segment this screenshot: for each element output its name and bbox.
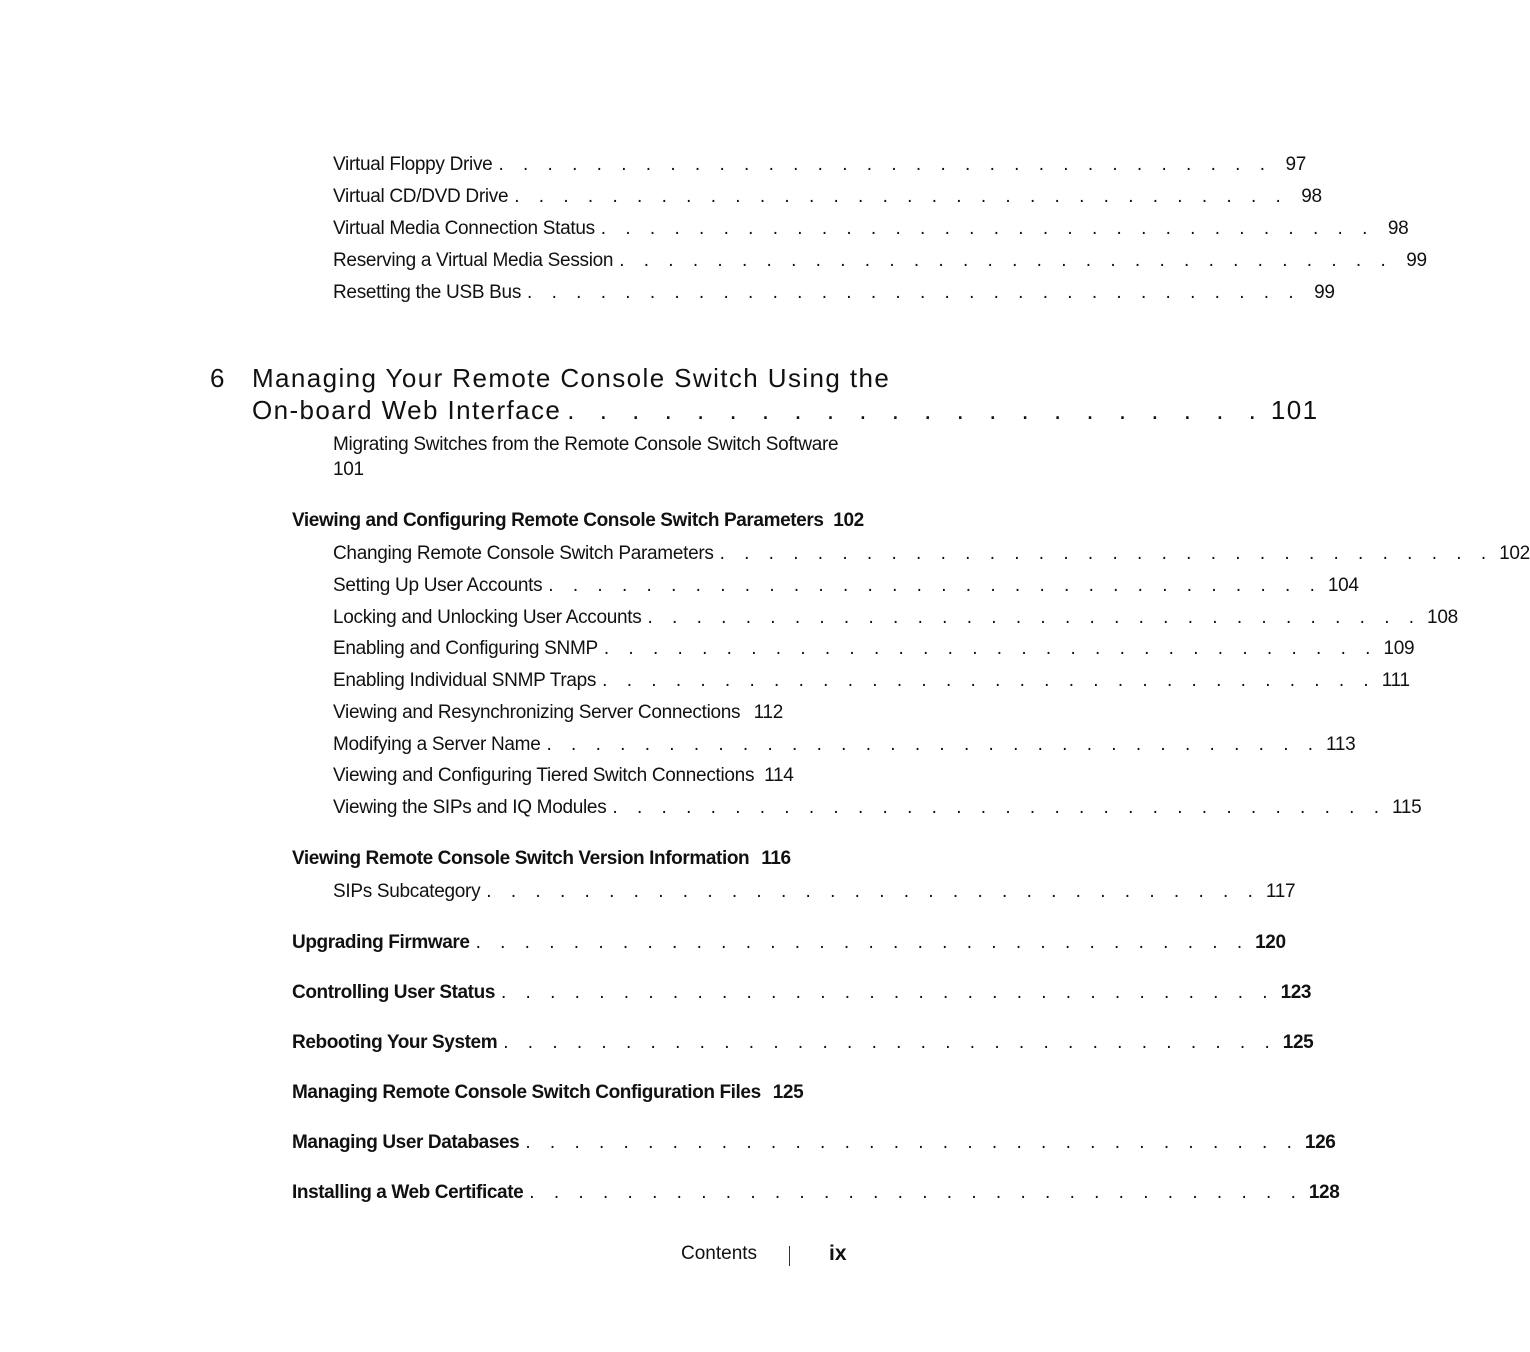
toc-entry-title: Virtual Floppy Drive — [333, 154, 493, 175]
toc-section[interactable] — [292, 848, 791, 870]
toc-entry-title: SIPs Subcategory — [333, 881, 481, 902]
dot-leader: . . . . . . . . . . . . . . . . . . . . . . . . . . . . . . . . — [603, 638, 1378, 659]
toc-entry-page: 112 — [753, 702, 783, 723]
chapter-number: 6 — [210, 363, 226, 393]
toc-section-page: 126 — [1304, 1132, 1336, 1153]
dot-leader: . . . . . . . . . . . . . . . . . . . . . . . . . . . . . . . . — [475, 932, 1250, 953]
toc-entry-page: 98 — [1387, 218, 1409, 239]
dot-leader: . . . . . . . . . . . . . . . . . . . . . . . . . . . . . . . . — [498, 154, 1273, 175]
dot-leader: . . . . . . . . . . . . . . . . . . . . . . — [567, 395, 1265, 425]
toc-section[interactable] — [292, 932, 1286, 954]
footer-divider — [789, 1246, 790, 1266]
toc-section-page: 120 — [1255, 932, 1286, 953]
dot-leader: . . . . . . . . . . . . . . . . . . . . . . . . . . . . . . . . — [500, 982, 1275, 1003]
toc-entry[interactable] — [333, 186, 1322, 208]
toc-section[interactable] — [292, 982, 1312, 1004]
dot-leader: . . . . . . . . . . . . . . . . . . . . . . . . . . . . . . . . — [647, 607, 1422, 628]
dot-leader: . . . . . . . . . . . . . . . . . . . . . . . . . . . . . . . . — [503, 1032, 1277, 1053]
footer-page-number: ix — [829, 1242, 847, 1265]
chapter-title: On-board Web Interface — [252, 395, 562, 425]
toc-entry-page: 102 — [1499, 543, 1530, 564]
toc-entry[interactable] — [333, 797, 1422, 819]
toc-section[interactable] — [292, 1132, 1336, 1154]
toc-section[interactable] — [292, 1032, 1314, 1054]
toc-entry-title: Setting Up User Accounts — [333, 575, 543, 596]
chapter-title-line1[interactable]: Managing Your Remote Console Switch Using the — [252, 363, 891, 393]
toc-section[interactable] — [292, 1182, 1340, 1204]
toc-entry-title: Modifying a Server Name — [333, 734, 541, 755]
toc-entry-page: 114 — [764, 765, 794, 786]
toc-section-title: Managing Remote Console Switch Configuration Files — [292, 1082, 761, 1103]
toc-entry[interactable] — [333, 638, 1415, 660]
dot-leader: . . . . . . . . . . . . . . . . . . . . . . . . . . . . . . . . — [527, 282, 1301, 303]
toc-entry[interactable] — [333, 218, 1409, 240]
toc-entry-page: 117 — [1265, 881, 1296, 902]
toc-entry-page: 108 — [1427, 607, 1458, 628]
toc-section-page: 123 — [1280, 982, 1312, 1003]
toc-entry[interactable] — [333, 282, 1335, 304]
toc-section-title: Managing User Databases — [292, 1132, 520, 1153]
toc-entry-title: Viewing the SIPs and IQ Modules — [333, 797, 607, 818]
toc-entry[interactable] — [333, 250, 1427, 272]
toc-entry-page: 99 — [1314, 282, 1335, 303]
toc-entry-page: 115 — [1391, 797, 1422, 818]
dot-leader: . . . . . . . . . . . . . . . . . . . . . . . . . . . . . . . . — [600, 218, 1375, 239]
toc-entry-title: Resetting the USB Bus — [333, 282, 522, 303]
toc-entry[interactable] — [333, 575, 1359, 597]
toc-section-page: 116 — [761, 848, 791, 869]
toc-entry-page: 99 — [1406, 250, 1427, 271]
chapter-page: 101 — [1270, 395, 1319, 425]
chapter-title-line2[interactable] — [252, 395, 1319, 426]
dot-leader: . . . . . . . . . . . . . . . . . . . . . . . . . . . . . . . . — [602, 670, 1376, 691]
toc-entry-title: Viewing and Resynchronizing Server Connections — [333, 702, 741, 723]
toc-entry[interactable] — [333, 154, 1307, 176]
toc-entry[interactable] — [333, 765, 794, 787]
dot-leader: . . . . . . . . . . . . . . . . . . . . . . . . . . . . . . . . — [514, 186, 1288, 207]
toc-entry[interactable] — [333, 734, 1356, 756]
toc-entry-title: Viewing and Configuring Tiered Switch Connections — [333, 765, 755, 786]
toc-entry[interactable] — [333, 670, 1410, 692]
toc-entry-page: 97 — [1285, 154, 1307, 175]
dot-leader: . . . . . . . . . . . . . . . . . . . . . . . . . . . . . . . . — [612, 797, 1386, 818]
toc-entry-title: Enabling Individual SNMP Traps — [333, 670, 597, 691]
toc-entry-page: 104 — [1327, 575, 1359, 596]
toc-entry[interactable] — [333, 607, 1458, 629]
dot-leader: . . . . . . . . . . . . . . . . . . . . . . . . . . . . . . . . — [719, 543, 1494, 564]
toc-entry[interactable] — [333, 702, 783, 724]
dot-leader: . . . . . . . . . . . . . . . . . . . . . . . . . . . . . . . . — [525, 1132, 1299, 1153]
toc-section-title: Upgrading Firmware — [292, 932, 470, 953]
chapter-note-line1[interactable]: Migrating Switches from the Remote Console Switch Software — [333, 434, 839, 455]
toc-entry[interactable] — [333, 881, 1296, 903]
dot-leader: . . . . . . . . . . . . . . . . . . . . . . . . . . . . . . . . — [546, 734, 1321, 755]
toc-entry[interactable] — [333, 543, 1530, 565]
toc-entry-title: Locking and Unlocking User Accounts — [333, 607, 642, 628]
toc-entry-page: 111 — [1381, 670, 1410, 691]
toc-entry-title: Changing Remote Console Switch Parameters — [333, 543, 714, 564]
toc-entry-page: 113 — [1326, 734, 1356, 755]
dot-leader: . . . . . . . . . . . . . . . . . . . . . . . . . . . . . . . . — [529, 1182, 1303, 1203]
footer-label: Contents — [681, 1243, 758, 1264]
toc-entry-title: Virtual CD/DVD Drive — [333, 186, 509, 207]
dot-leader: . . . . . . . . . . . . . . . . . . . . . . . . . . . . . . . . — [619, 250, 1393, 271]
toc-section-page: 128 — [1308, 1182, 1340, 1203]
toc-section-title: Viewing and Configuring Remote Console Switch Parameters — [292, 510, 824, 531]
dot-leader: . . . . . . . . . . . . . . . . . . . . . . . . . . . . . . . . — [548, 575, 1322, 596]
toc-section-title: Controlling User Status — [292, 982, 495, 1003]
toc-section[interactable] — [292, 510, 864, 532]
dot-leader: . . . . . . . . . . . . . . . . . . . . . . . . . . . . . . . . — [486, 881, 1260, 902]
toc-section-page: 102 — [833, 510, 864, 531]
toc-section-page: 125 — [1282, 1032, 1314, 1053]
toc-entry-page: 98 — [1301, 186, 1322, 207]
toc-entry-title: Reserving a Virtual Media Session — [333, 250, 614, 271]
chapter-note-line2: 101 — [333, 459, 364, 480]
toc-entry-page: 109 — [1383, 638, 1415, 659]
toc-section-title: Rebooting Your System — [292, 1032, 498, 1053]
toc-entry-title: Virtual Media Connection Status — [333, 218, 595, 239]
toc-section-title: Installing a Web Certificate — [292, 1182, 524, 1203]
toc-section-page: 125 — [772, 1082, 804, 1103]
toc-entry-title: Enabling and Configuring SNMP — [333, 638, 598, 659]
toc-section[interactable] — [292, 1082, 804, 1104]
toc-section-title: Viewing Remote Console Switch Version Information — [292, 848, 750, 869]
